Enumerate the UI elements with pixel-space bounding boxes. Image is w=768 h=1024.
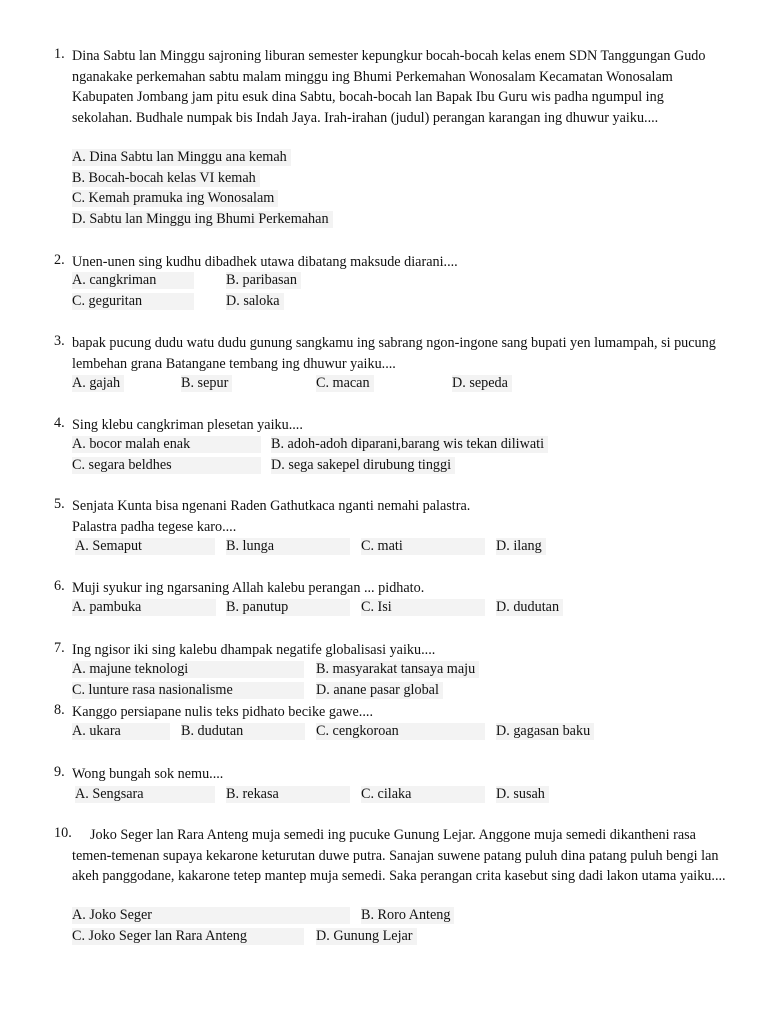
option-a[interactable]: A. Sengsara bbox=[75, 786, 215, 803]
option-c[interactable]: C. lunture rasa nasionalisme bbox=[72, 682, 304, 699]
option-c[interactable]: C. Kemah pramuka ing Wonosalam bbox=[72, 190, 278, 207]
option-a[interactable]: A. pambuka bbox=[72, 599, 216, 616]
option-b[interactable]: B. sepur bbox=[181, 375, 232, 392]
option-d[interactable]: D. sepeda bbox=[452, 375, 512, 392]
question-text: Kanggo persiapane nulis teks pidhato becike gawe.... bbox=[72, 704, 373, 720]
question-number: 1. bbox=[54, 46, 65, 62]
option-b[interactable]: B. Bocah-bocah kelas VI kemah bbox=[72, 170, 260, 187]
question-text: Unen-unen sing kudhu dibadhek utawa dibatang maksude diarani.... bbox=[72, 254, 458, 270]
option-b[interactable]: B. lunga bbox=[226, 538, 350, 555]
question-number: 10. bbox=[54, 825, 72, 841]
option-a[interactable]: A. Dina Sabtu lan Minggu ana kemah bbox=[72, 149, 291, 166]
question-number: 6. bbox=[54, 578, 65, 594]
question-text: Muji syukur ing ngarsaning Allah kalebu perangan ... pidhato. bbox=[72, 580, 425, 596]
option-a[interactable]: A. majune teknologi bbox=[72, 661, 304, 678]
option-b[interactable]: B. rekasa bbox=[226, 786, 350, 803]
option-a[interactable]: A. Semaput bbox=[75, 538, 215, 555]
option-b[interactable]: B. adoh-adoh diparani,barang wis tekan diliwati bbox=[271, 436, 548, 453]
question-text: Senjata Kunta bisa ngenani Raden Gathutkaca nganti nemahi palastra. bbox=[72, 498, 471, 514]
option-c[interactable]: C. macan bbox=[316, 375, 374, 392]
question-text: Ing ngisor iki sing kalebu dhampak negatife globalisasi yaiku.... bbox=[72, 642, 436, 658]
option-b[interactable]: B. masyarakat tansaya maju bbox=[316, 661, 479, 678]
option-c[interactable]: C. Isi bbox=[361, 599, 485, 616]
question-number: 5. bbox=[54, 496, 65, 512]
option-d[interactable]: D. saloka bbox=[226, 293, 284, 310]
option-a[interactable]: A. gajah bbox=[72, 375, 124, 392]
question-text: bapak pucung dudu watu dudu gunung sangkamu ing sabrang ngon-ingone sang bupati yen lumampah, si pucung lembehan grana Batangane tembang ing dhuwur yaiku.... bbox=[72, 335, 716, 372]
question-number: 3. bbox=[54, 333, 65, 349]
option-a[interactable]: A. cangkriman bbox=[72, 272, 194, 289]
question-number: 8. bbox=[54, 702, 65, 718]
option-b[interactable]: B. panutup bbox=[226, 599, 350, 616]
option-d[interactable]: D. dudutan bbox=[496, 599, 563, 616]
question-text: Sing klebu cangkriman plesetan yaiku.... bbox=[72, 417, 303, 433]
question-number: 9. bbox=[54, 764, 65, 780]
option-c[interactable]: C. cengkoroan bbox=[316, 723, 485, 740]
option-b[interactable]: B. paribasan bbox=[226, 272, 301, 289]
option-d[interactable]: D. gagasan baku bbox=[496, 723, 594, 740]
question-text-2: Palastra padha tegese karo.... bbox=[72, 519, 237, 535]
option-a[interactable]: A. bocor malah enak bbox=[72, 436, 261, 453]
option-c[interactable]: C. geguritan bbox=[72, 293, 194, 310]
question-number: 2. bbox=[54, 252, 65, 268]
option-d[interactable]: D. anane pasar global bbox=[316, 682, 443, 699]
option-d[interactable]: D. Gunung Lejar bbox=[316, 928, 417, 945]
option-d[interactable]: D. susah bbox=[496, 786, 549, 803]
option-b[interactable]: B. Roro Anteng bbox=[361, 907, 454, 924]
option-a[interactable]: A. ukara bbox=[72, 723, 170, 740]
option-c[interactable]: C. Joko Seger lan Rara Anteng bbox=[72, 928, 304, 945]
option-d[interactable]: D. Sabtu lan Minggu ing Bhumi Perkemahan bbox=[72, 211, 333, 228]
option-d[interactable]: D. ilang bbox=[496, 538, 546, 555]
option-b[interactable]: B. dudutan bbox=[181, 723, 305, 740]
question-text: Dina Sabtu lan Minggu sajroning liburan semester kepungkur bocah-bocah kelas enem SDN Tanggungan Gudo nganakake perkemahan sabtu malam minggu ing Bhumi Perkemahan Wonosalam Kecamatan Wonosalam Kabupaten Jombang jam pitu esuk dina Sabtu, bocah-bocah lan Bapak Ibu Guru wis padha ngumpul ing sekolahan. Budhale numpak bis Indah Jaya. Irah-irahan (judul) perangan karangan ing dhuwur yaiku.... bbox=[72, 48, 706, 126]
question-text: Joko Seger lan Rara Anteng muja semedi ing pucuke Gunung Lejar. Anggone muja semedi dikantheni rasa temen-temenan supaya kekarone keturutan duwe putra. Sanajan suwene patang puluh dina patang puluh bengi lan akeh panggodane, kakarone tetep mantep muja semedi. Saka perangan crita kasebut sing dadi lakon utama yaiku.... bbox=[72, 827, 726, 884]
option-c[interactable]: C. segara beldhes bbox=[72, 457, 261, 474]
option-c[interactable]: C. mati bbox=[361, 538, 485, 555]
option-c[interactable]: C. cilaka bbox=[361, 786, 485, 803]
question-text: Wong bungah sok nemu.... bbox=[72, 766, 224, 782]
option-d[interactable]: D. sega sakepel dirubung tinggi bbox=[271, 457, 455, 474]
option-a[interactable]: A. Joko Seger bbox=[72, 907, 350, 924]
question-number: 7. bbox=[54, 640, 65, 656]
question-number: 4. bbox=[54, 415, 65, 431]
